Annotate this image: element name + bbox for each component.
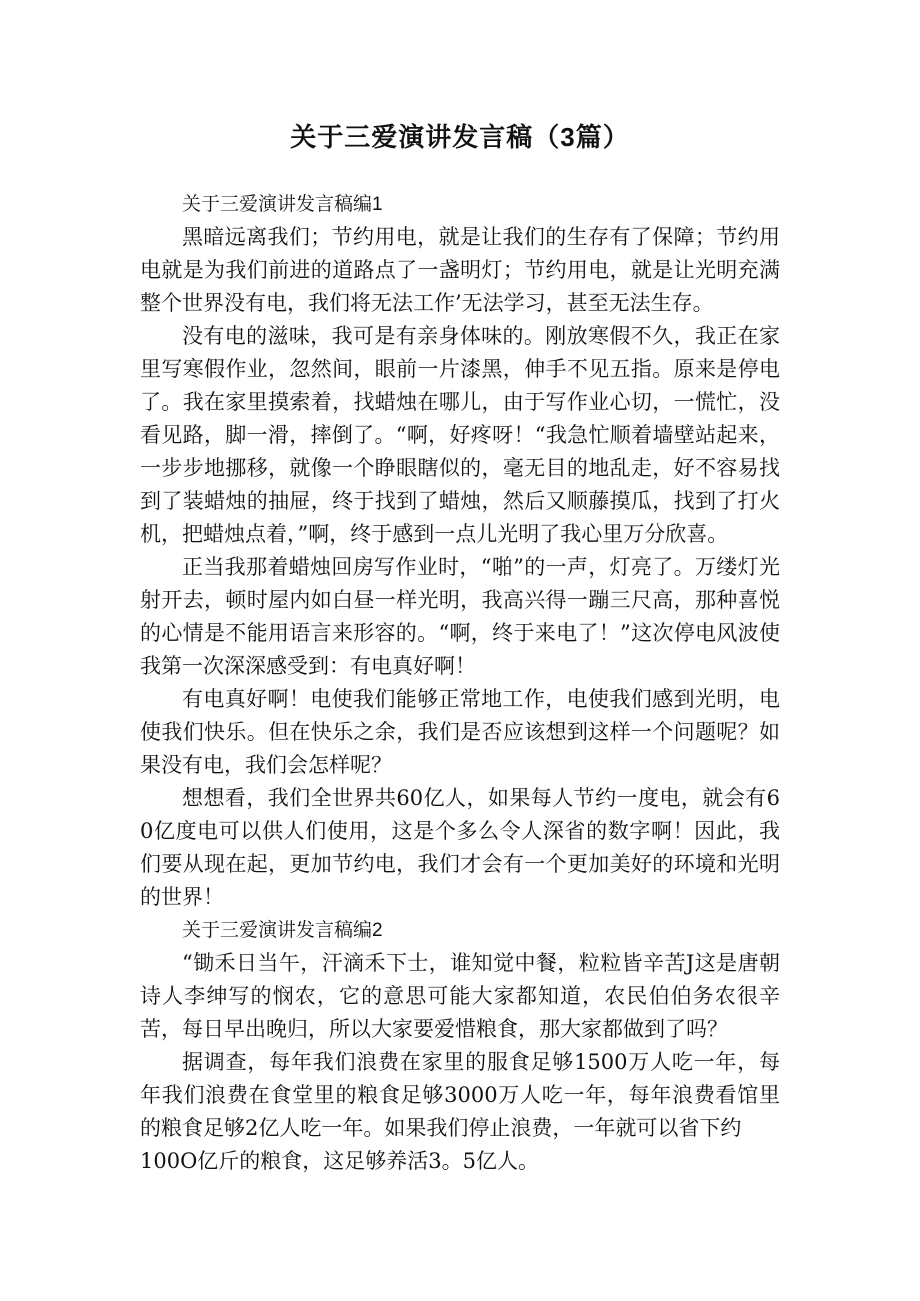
section-heading-1: 关于三爱演讲发言稿编1 (182, 194, 383, 215)
document-body (140, 188, 780, 1178)
paragraph: 想想看，我们全世界共60亿人，如果每人节约一度电，就会有60亿度电可以供人们使用，这是个多么令人深省的数字啊！因此，我们要从现在起，更加节约电，我们才会有一个更加美好的环境和光明的世界！ (140, 786, 780, 909)
document-title: 关于三爱演讲发言稿（3篇） (290, 122, 630, 152)
paragraph: 据调查，每年我们浪费在家里的服食足够1500万人吃一年，每年我们浪费在食堂里的粮食足够3000万人吃一年，每年浪费看馆里的粮食足够2亿人吃一年。如果我们停止浪费，一年就可以省下约 (140, 1050, 780, 1140)
paragraph: 正当我那着蜡烛回房写作业时，“啪”的一声，灯亮了。万缕灯光射开去，顿时屋内如白昼一样光明，我高兴得一蹦三尺高，那种喜悦的心情是不能用语言来形容的。“啊，终于来电了！”这次停电风波使我第一次深深感受到：有电真好啊！ (140, 555, 780, 678)
paragraph-continuation: 100O亿斤的粮食，这足够养活3。5亿人。 (140, 1149, 540, 1173)
paragraph: 黑暗远离我们；节约用电，就是让我们的生存有了保障；节约用电就是为我们前进的道路点了一盏明灯；节约用电，就是让光明充满整个世界没有电，我们将无法工作’无法学习，甚至无法生存。 (140, 225, 780, 315)
paragraph: 没有电的滋味，我可是有亲身体味的。刚放寒假不久，我正在家里写寒假作业，忽然间，眼前一片漆黑，伸手不见五指。原来是停电了。我在家里摸索着，找蜡烛在哪儿，由于写作业心切，一慌忙，没看见路，脚一滑，摔倒了。“啊，好疼呀！“我急忙顺着墙壁站起来，一步步地挪移，就像一个睁眼瞎似的，毫无目的地乱走，好不容易找到了装蜡烛的抽屉，终于找到了蜡烛，然后又顺藤摸瓜，找到了打火机，把蜡烛点着，”啊，终于感到一点儿光明了我心里万分欣喜。 (140, 324, 780, 546)
section-heading-2: 关于三爱演讲发言稿编2 (182, 920, 383, 941)
paragraph: 有电真好啊！电使我们能够正常地工作，电使我们感到光明，电使我们快乐。但在快乐之余，我们是否应该想到这样一个问题呢？如果没有电，我们会怎样呢？ (140, 687, 780, 777)
paragraph: “锄禾日当午，汗滴禾下士，谁知觉中餐，粒粒皆辛苦J这是唐朝诗人李绅写的悯农，它的意思可能大家都知道，农民伯伯务农很辛苦，每日早出晚归，所以大家要爱惜粮食，那大家都做到了吗？ (140, 951, 780, 1041)
